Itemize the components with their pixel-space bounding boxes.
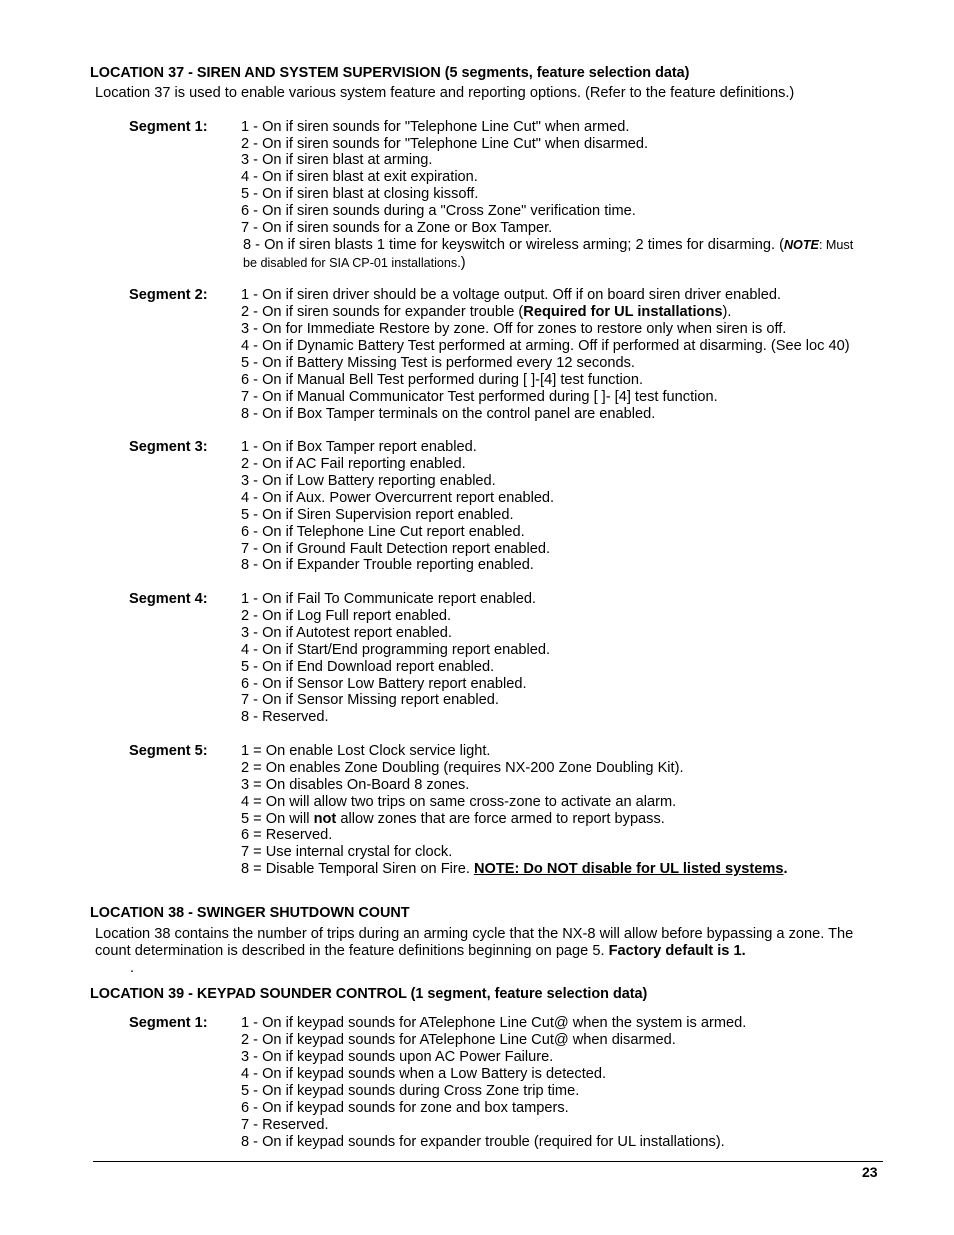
list-item: 2 - On if Log Full report enabled. [241,608,452,624]
list-item: 5 - On if keypad sounds during Cross Zone trip time. [241,1083,580,1099]
list-item-continuation [243,255,466,272]
loc37-segment5-label: Segment 5: [129,743,208,759]
loc37-heading: LOCATION 37 - SIREN AND SYSTEM SUPERVISION (5 segments, feature selection data) [90,65,690,81]
note-label: NOTE [783,238,819,252]
list-item: 1 - On if Fail To Communicate report enabled. [241,591,536,607]
item-text: count determination is described in the feature definitions beginning on page 5. [95,943,609,959]
list-item: 5 - On if End Download report enabled. [241,659,495,675]
list-item [241,304,731,321]
list-item: 7 - On if Ground Fault Detection report enabled. [241,541,551,557]
list-item: 7 - Reserved. [241,1117,329,1133]
list-item: 3 - On for Immediate Restore by zone. Off for zones to restore only when siren is off. [241,321,787,337]
list-item: 7 - On if Manual Communicator Test performed during [ ]- [4] test function. [241,389,718,405]
list-item [241,861,788,878]
list-item: 2 - On if keypad sounds for ATelephone Line Cut@ when disarmed. [241,1032,676,1048]
item-text: 2 - On if siren sounds for expander trouble ( [241,304,524,320]
item-text: allow zones that are force armed to report bypass. [336,811,665,827]
bold-text: not [313,811,337,827]
loc37-segment1-label: Segment 1: [129,119,208,135]
item-text: 8 = Disable Temporal Siren on Fire. [241,861,474,877]
page-number: 23 [862,1164,878,1180]
loc39-segment1-label: Segment 1: [129,1015,208,1031]
loc37-segment4-label: Segment 4: [129,591,208,607]
stray-dot: . [130,960,135,976]
list-item: 4 = On will allow two trips on same cross-zone to activate an alarm. [241,794,677,810]
list-item: 6 - On if Sensor Low Battery report enabled. [241,676,527,692]
loc38-line2 [95,943,746,960]
list-item: 1 - On if siren sounds for "Telephone Line Cut" when armed. [241,119,630,135]
list-item: 8 - Reserved. [241,709,329,725]
list-item: 3 = On disables On-Board 8 zones. [241,777,470,793]
list-item: 4 - On if Start/End programming report enabled. [241,642,551,658]
list-item: 3 - On if siren blast at arming. [241,152,433,168]
list-item: 8 - On if keypad sounds for expander trouble (required for UL installations). [241,1134,725,1150]
footer-rule [93,1161,883,1162]
ul-note: NOTE: Do NOT disable for UL listed systems [473,861,784,877]
factory-default: Factory default is 1. [608,943,746,959]
list-item: 2 = On enables Zone Doubling (requires NX-200 Zone Doubling Kit). [241,760,684,776]
list-item: 3 - On if keypad sounds upon AC Power Failure. [241,1049,554,1065]
list-item: 1 - On if keypad sounds for ATelephone Line Cut@ when the system is armed. [241,1015,747,1031]
list-item: 6 - On if keypad sounds for zone and box tampers. [241,1100,569,1116]
list-item [243,237,853,254]
list-item: 4 - On if Dynamic Battery Test performed at arming. Off if performed at disarming. (See loc 40) [241,338,850,354]
loc39-heading: LOCATION 39 - KEYPAD SOUNDER CONTROL (1 segment, feature selection data) [90,986,648,1002]
bold-text: Required for UL installations [523,304,723,320]
loc37-segment2-label: Segment 2: [129,287,208,303]
loc37-intro: Location 37 is used to enable various system feature and reporting options. (Refer to the feature definitions.) [95,85,795,101]
list-item: 5 - On if Siren Supervision report enabled. [241,507,514,523]
list-item: 1 - On if siren driver should be a voltage output. Off if on board siren driver enabled. [241,287,782,303]
list-item [241,811,665,828]
list-item: 6 - On if Telephone Line Cut report enabled. [241,524,525,540]
list-item: 2 - On if AC Fail reporting enabled. [241,456,466,472]
loc38-heading: LOCATION 38 - SWINGER SHUTDOWN COUNT [90,905,410,921]
loc38-line1: Location 38 contains the number of trips during an arming cycle that the NX-8 will allow before bypassing a zone. The [95,926,854,942]
item-text: be disabled for SIA CP-01 installations. [243,256,461,270]
item-text: . [783,861,788,877]
item-text: ). [722,304,732,320]
list-item: 7 - On if siren sounds for a Zone or Box Tamper. [241,220,553,236]
item-text: ) [460,255,466,271]
list-item: 3 - On if Low Battery reporting enabled. [241,473,496,489]
list-item: 8 - On if Box Tamper terminals on the control panel are enabled. [241,406,656,422]
list-item: 4 - On if keypad sounds when a Low Battery is detected. [241,1066,607,1082]
list-item: 8 - On if Expander Trouble reporting enabled. [241,557,534,573]
item-text: : Must [818,238,854,252]
list-item: 5 - On if Battery Missing Test is performed every 12 seconds. [241,355,635,371]
list-item: 1 = On enable Lost Clock service light. [241,743,491,759]
list-item: 2 - On if siren sounds for "Telephone Line Cut" when disarmed. [241,136,649,152]
list-item: 6 = Reserved. [241,827,333,843]
list-item: 1 - On if Box Tamper report enabled. [241,439,477,455]
list-item: 3 - On if Autotest report enabled. [241,625,452,641]
list-item: 4 - On if Aux. Power Overcurrent report enabled. [241,490,555,506]
list-item: 5 - On if siren blast at closing kissoff. [241,186,479,202]
item-text: 8 - On if siren blasts 1 time for keyswitch or wireless arming; 2 times for disarming. ( [243,237,784,253]
list-item: 6 - On if Manual Bell Test performed during [ ]-[4] test function. [241,372,644,388]
list-item: 7 - On if Sensor Missing report enabled. [241,692,499,708]
loc37-segment3-label: Segment 3: [129,439,208,455]
item-text: 5 = On will [241,811,314,827]
list-item: 6 - On if siren sounds during a "Cross Zone" verification time. [241,203,636,219]
list-item: 4 - On if siren blast at exit expiration. [241,169,478,185]
list-item: 7 = Use internal crystal for clock. [241,844,453,860]
